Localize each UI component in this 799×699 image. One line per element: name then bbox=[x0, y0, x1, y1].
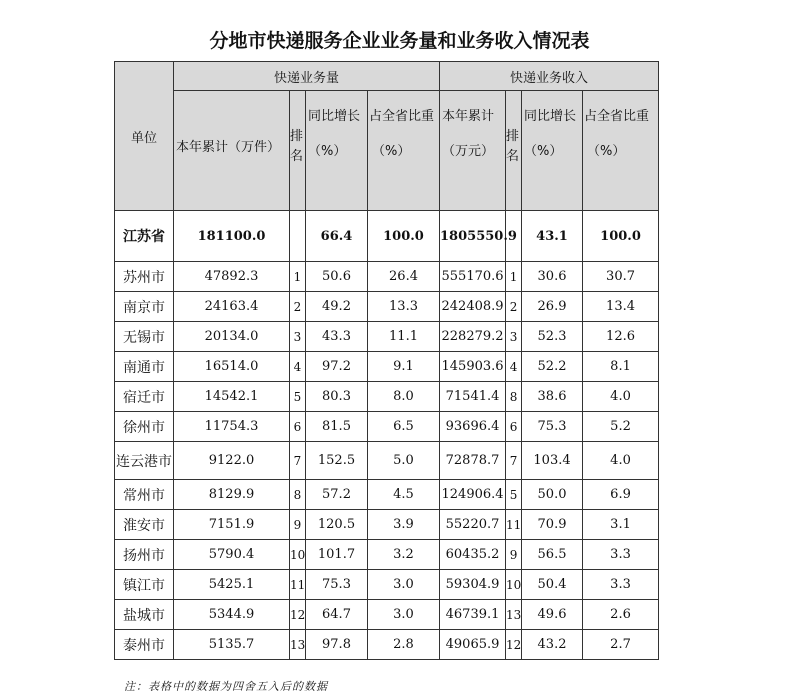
revenue-cell: 93696.4 bbox=[440, 412, 506, 442]
total-row bbox=[115, 211, 659, 262]
revenue-total-unit: （万元） bbox=[442, 144, 495, 159]
revenue-cell: 46739.1 bbox=[440, 600, 506, 630]
revenue-rank-cell: 4 bbox=[506, 352, 522, 382]
revenue-yoy-cell: 43.2 bbox=[522, 630, 583, 660]
revenue-cell: 72878.7 bbox=[440, 442, 506, 480]
volume-share-cell: 100.0 bbox=[368, 211, 440, 262]
stats-table bbox=[114, 61, 659, 660]
volume-yoy-cell: 43.3 bbox=[306, 322, 368, 352]
volume-share-unit: （%） bbox=[372, 144, 411, 159]
volume-yoy-cell: 66.4 bbox=[306, 211, 368, 262]
row-name: 常州市 bbox=[115, 480, 174, 510]
volume-cell: 5344.9 bbox=[174, 600, 290, 630]
volume-share-cell: 8.0 bbox=[368, 382, 440, 412]
revenue-rank-header bbox=[506, 91, 522, 211]
volume-rank-cell: 3 bbox=[290, 322, 306, 352]
volume-share-cell: 2.8 bbox=[368, 630, 440, 660]
volume-rank-label: 排名 bbox=[290, 129, 304, 164]
revenue-share-cell: 6.9 bbox=[583, 480, 659, 510]
revenue-yoy-cell: 52.2 bbox=[522, 352, 583, 382]
volume-rank-cell: 5 bbox=[290, 382, 306, 412]
revenue-share-label: 占全省比重 bbox=[584, 109, 650, 124]
page-title: 分地市快递服务企业业务量和业务收入情况表 bbox=[209, 30, 590, 52]
revenue-yoy-header bbox=[522, 91, 583, 211]
volume-share-cell: 6.5 bbox=[368, 412, 440, 442]
revenue-cell: 49065.9 bbox=[440, 630, 506, 660]
volume-cell: 5790.4 bbox=[174, 540, 290, 570]
volume-rank-cell: 12 bbox=[290, 600, 306, 630]
volume-share-cell: 9.1 bbox=[368, 352, 440, 382]
volume-yoy-cell: 49.2 bbox=[306, 292, 368, 322]
volume-rank-cell: 2 bbox=[290, 292, 306, 322]
volume-yoy-header bbox=[306, 91, 368, 211]
volume-rank-cell: 11 bbox=[290, 570, 306, 600]
volume-share-cell: 26.4 bbox=[368, 262, 440, 292]
row-name: 盐城市 bbox=[115, 600, 174, 630]
revenue-share-cell: 4.0 bbox=[583, 382, 659, 412]
revenue-share-cell: 30.7 bbox=[583, 262, 659, 292]
revenue-yoy-cell: 43.1 bbox=[522, 211, 583, 262]
volume-yoy-cell: 64.7 bbox=[306, 600, 368, 630]
revenue-yoy-cell: 75.3 bbox=[522, 412, 583, 442]
revenue-share-cell: 3.3 bbox=[583, 570, 659, 600]
revenue-rank-cell: 1 bbox=[506, 262, 522, 292]
volume-share-cell: 4.5 bbox=[368, 480, 440, 510]
revenue-rank-cell: 12 bbox=[506, 630, 522, 660]
volume-cell: 181100.0 bbox=[174, 211, 290, 262]
volume-yoy-cell: 50.6 bbox=[306, 262, 368, 292]
volume-cell: 8129.9 bbox=[174, 480, 290, 510]
volume-rank-cell: 1 bbox=[290, 262, 306, 292]
revenue-cell: 242408.9 bbox=[440, 292, 506, 322]
volume-yoy-cell: 80.3 bbox=[306, 382, 368, 412]
revenue-share-cell: 12.6 bbox=[583, 322, 659, 352]
revenue-rank-cell: 8 bbox=[506, 382, 522, 412]
volume-cell: 5425.1 bbox=[174, 570, 290, 600]
volume-rank-cell: 7 bbox=[290, 442, 306, 480]
revenue-share-cell: 13.4 bbox=[583, 292, 659, 322]
revenue-share-cell: 5.2 bbox=[583, 412, 659, 442]
table-row bbox=[115, 480, 659, 510]
volume-yoy-unit: （%） bbox=[308, 144, 347, 159]
table-row bbox=[115, 412, 659, 442]
revenue-yoy-cell: 38.6 bbox=[522, 382, 583, 412]
volume-yoy-cell: 152.5 bbox=[306, 442, 368, 480]
volume-share-header bbox=[368, 91, 440, 211]
revenue-cell: 228279.2 bbox=[440, 322, 506, 352]
row-name: 苏州市 bbox=[115, 262, 174, 292]
revenue-cell: 55220.7 bbox=[440, 510, 506, 540]
revenue-share-cell: 8.1 bbox=[583, 352, 659, 382]
volume-cell: 11754.3 bbox=[174, 412, 290, 442]
revenue-yoy-cell: 30.6 bbox=[522, 262, 583, 292]
revenue-share-cell: 3.3 bbox=[583, 540, 659, 570]
row-name: 扬州市 bbox=[115, 540, 174, 570]
revenue-share-cell: 4.0 bbox=[583, 442, 659, 480]
volume-total-label: 本年累计（万件） bbox=[176, 140, 281, 155]
revenue-share-cell: 2.6 bbox=[583, 600, 659, 630]
volume-rank-cell: 6 bbox=[290, 412, 306, 442]
revenue-rank-cell: 5 bbox=[506, 480, 522, 510]
volume-yoy-cell: 120.5 bbox=[306, 510, 368, 540]
revenue-cell: 124906.4 bbox=[440, 480, 506, 510]
volume-share-cell: 11.1 bbox=[368, 322, 440, 352]
table-row bbox=[115, 292, 659, 322]
table-row bbox=[115, 442, 659, 480]
volume-yoy-cell: 75.3 bbox=[306, 570, 368, 600]
revenue-cell: 59304.9 bbox=[440, 570, 506, 600]
table-row bbox=[115, 630, 659, 660]
revenue-yoy-cell: 52.3 bbox=[522, 322, 583, 352]
row-name: 泰州市 bbox=[115, 630, 174, 660]
revenue-yoy-unit: （%） bbox=[524, 144, 563, 159]
row-name: 南京市 bbox=[115, 292, 174, 322]
revenue-rank-cell: 6 bbox=[506, 412, 522, 442]
row-name: 南通市 bbox=[115, 352, 174, 382]
volume-rank-cell: 13 bbox=[290, 630, 306, 660]
volume-rank-header bbox=[290, 91, 306, 211]
row-name: 宿迁市 bbox=[115, 382, 174, 412]
revenue-rank-cell: 7 bbox=[506, 442, 522, 480]
volume-share-cell: 3.0 bbox=[368, 600, 440, 630]
volume-rank-cell: 9 bbox=[290, 510, 306, 540]
volume-share-cell: 3.2 bbox=[368, 540, 440, 570]
volume-rank-cell bbox=[290, 211, 306, 262]
revenue-share-header bbox=[583, 91, 659, 211]
footnote: 注：表格中的数据为四舍五入后的数据 bbox=[124, 680, 328, 693]
volume-share-cell: 3.9 bbox=[368, 510, 440, 540]
volume-cell: 16514.0 bbox=[174, 352, 290, 382]
revenue-rank-cell: 13 bbox=[506, 600, 522, 630]
volume-cell: 9122.0 bbox=[174, 442, 290, 480]
revenue-yoy-cell: 56.5 bbox=[522, 540, 583, 570]
volume-yoy-cell: 101.7 bbox=[306, 540, 368, 570]
volume-cell: 14542.1 bbox=[174, 382, 290, 412]
revenue-total-label: 本年累计 bbox=[442, 109, 495, 124]
volume-cell: 24163.4 bbox=[174, 292, 290, 322]
volume-rank-cell: 8 bbox=[290, 480, 306, 510]
volume-share-cell: 3.0 bbox=[368, 570, 440, 600]
revenue-cell: 60435.2 bbox=[440, 540, 506, 570]
volume-cell: 7151.9 bbox=[174, 510, 290, 540]
revenue-cell: 1805550.9 bbox=[440, 211, 506, 262]
revenue-rank-cell: 3 bbox=[506, 322, 522, 352]
revenue-cell: 555170.6 bbox=[440, 262, 506, 292]
volume-share-label: 占全省比重 bbox=[369, 109, 435, 124]
volume-yoy-cell: 97.2 bbox=[306, 352, 368, 382]
row-name: 徐州市 bbox=[115, 412, 174, 442]
revenue-rank-cell: 9 bbox=[506, 540, 522, 570]
revenue-rank-cell: 10 bbox=[506, 570, 522, 600]
table-row bbox=[115, 322, 659, 352]
revenue-yoy-cell: 103.4 bbox=[522, 442, 583, 480]
table-row bbox=[115, 540, 659, 570]
table-row bbox=[115, 352, 659, 382]
revenue-yoy-label: 同比增长 bbox=[524, 109, 577, 124]
row-name: 淮安市 bbox=[115, 510, 174, 540]
revenue-cell: 145903.6 bbox=[440, 352, 506, 382]
revenue-rank-cell: 11 bbox=[506, 510, 522, 540]
revenue-share-cell: 2.7 bbox=[583, 630, 659, 660]
revenue-yoy-cell: 70.9 bbox=[522, 510, 583, 540]
revenue-share-unit: （%） bbox=[587, 144, 626, 159]
table-row bbox=[115, 382, 659, 412]
volume-share-cell: 5.0 bbox=[368, 442, 440, 480]
volume-share-cell: 13.3 bbox=[368, 292, 440, 322]
revenue-yoy-cell: 49.6 bbox=[522, 600, 583, 630]
table-row bbox=[115, 600, 659, 630]
revenue-group-header: 快递业务收入 bbox=[440, 62, 659, 91]
revenue-cell: 71541.4 bbox=[440, 382, 506, 412]
volume-yoy-cell: 97.8 bbox=[306, 630, 368, 660]
revenue-rank-label: 排名 bbox=[506, 129, 520, 164]
row-name: 无锡市 bbox=[115, 322, 174, 352]
unit-header: 单位 bbox=[115, 62, 174, 211]
volume-total-header bbox=[174, 91, 290, 211]
table-row bbox=[115, 510, 659, 540]
volume-cell: 20134.0 bbox=[174, 322, 290, 352]
volume-cell: 47892.3 bbox=[174, 262, 290, 292]
table-row bbox=[115, 570, 659, 600]
volume-yoy-cell: 57.2 bbox=[306, 480, 368, 510]
revenue-rank-cell: 2 bbox=[506, 292, 522, 322]
row-name: 镇江市 bbox=[115, 570, 174, 600]
revenue-yoy-cell: 50.4 bbox=[522, 570, 583, 600]
revenue-yoy-cell: 50.0 bbox=[522, 480, 583, 510]
volume-cell: 5135.7 bbox=[174, 630, 290, 660]
revenue-total-header bbox=[440, 91, 506, 211]
volume-rank-cell: 10 bbox=[290, 540, 306, 570]
revenue-share-cell: 3.1 bbox=[583, 510, 659, 540]
table-row bbox=[115, 262, 659, 292]
revenue-share-cell: 100.0 bbox=[583, 211, 659, 262]
row-name: 江苏省 bbox=[115, 211, 174, 262]
volume-yoy-cell: 81.5 bbox=[306, 412, 368, 442]
volume-group-header: 快递业务量 bbox=[174, 62, 440, 91]
volume-rank-cell: 4 bbox=[290, 352, 306, 382]
volume-yoy-label: 同比增长 bbox=[308, 109, 361, 124]
row-name: 连云港市 bbox=[115, 442, 174, 480]
revenue-yoy-cell: 26.9 bbox=[522, 292, 583, 322]
